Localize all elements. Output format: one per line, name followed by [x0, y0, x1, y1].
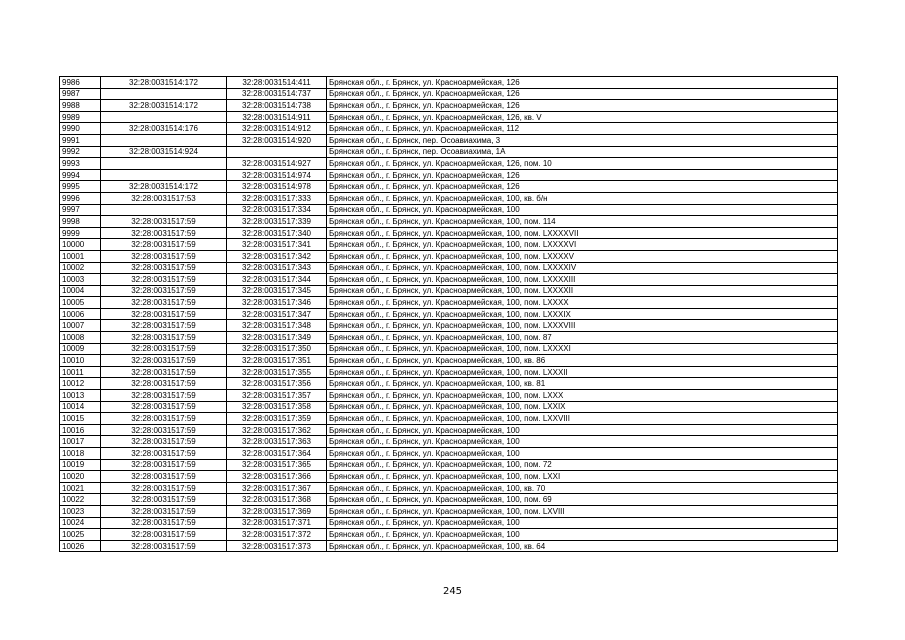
row-number-cell: 10012 — [60, 378, 101, 390]
land-cadastral-number-cell: 32:28:0031517:59 — [101, 227, 227, 239]
object-cadastral-number-cell: 32:28:0031517:359 — [227, 413, 327, 425]
address-cell: Брянская обл., г. Брянск, ул. Красноармейская, 100, пом. LXXXVIII — [327, 320, 838, 332]
row-number-cell: 9992 — [60, 146, 101, 158]
land-cadastral-number-cell: 32:28:0031517:59 — [101, 308, 227, 320]
object-cadastral-number-cell: 32:28:0031517:367 — [227, 482, 327, 494]
land-cadastral-number-cell: 32:28:0031517:59 — [101, 262, 227, 274]
address-cell: Брянская обл., г. Брянск, ул. Красноармейская, 100, кв. 64 — [327, 540, 838, 552]
row-number-cell: 10011 — [60, 366, 101, 378]
table-row — [60, 216, 838, 228]
table-row — [60, 343, 838, 355]
land-cadastral-number-cell: 32:28:0031514:176 — [101, 123, 227, 135]
row-number-cell: 10001 — [60, 250, 101, 262]
land-cadastral-number-cell: 32:28:0031517:59 — [101, 401, 227, 413]
address-cell: Брянская обл., г. Брянск, ул. Красноармейская, 100, пом. 72 — [327, 459, 838, 471]
object-cadastral-number-cell: 32:28:0031517:368 — [227, 494, 327, 506]
row-number-cell: 9989 — [60, 111, 101, 123]
address-cell: Брянская обл., г. Брянск, ул. Красноармейская, 100, пом. LXXX — [327, 390, 838, 402]
address-cell: Брянская обл., г. Брянск, ул. Красноармейская, 100, пом. LXXIX — [327, 401, 838, 413]
address-cell: Брянская обл., г. Брянск, ул. Красноармейская, 100, кв. б/н — [327, 192, 838, 204]
table-row — [60, 494, 838, 506]
object-cadastral-number-cell: 32:28:0031517:372 — [227, 529, 327, 541]
address-cell: Брянская обл., г. Брянск, ул. Красноармейская, 100, кв. 86 — [327, 355, 838, 367]
row-number-cell: 9993 — [60, 158, 101, 170]
address-cell: Брянская обл., г. Брянск, ул. Красноармейская, 100, кв. 81 — [327, 378, 838, 390]
table-row — [60, 332, 838, 344]
table-row — [60, 378, 838, 390]
row-number-cell: 10006 — [60, 308, 101, 320]
row-number-cell: 10026 — [60, 540, 101, 552]
object-cadastral-number-cell: 32:28:0031517:343 — [227, 262, 327, 274]
object-cadastral-number-cell: 32:28:0031514:920 — [227, 134, 327, 146]
land-cadastral-number-cell: 32:28:0031517:59 — [101, 285, 227, 297]
object-cadastral-number-cell: 32:28:0031517:345 — [227, 285, 327, 297]
object-cadastral-number-cell: 32:28:0031514:411 — [227, 77, 327, 89]
object-cadastral-number-cell: 32:28:0031517:358 — [227, 401, 327, 413]
object-cadastral-number-cell: 32:28:0031514:978 — [227, 181, 327, 193]
registry-table-body — [60, 77, 838, 552]
table-row — [60, 146, 838, 158]
row-number-cell: 10024 — [60, 517, 101, 529]
row-number-cell: 10014 — [60, 401, 101, 413]
object-cadastral-number-cell: 32:28:0031514:912 — [227, 123, 327, 135]
land-cadastral-number-cell: 32:28:0031517:59 — [101, 424, 227, 436]
table-row — [60, 100, 838, 112]
table-row — [60, 459, 838, 471]
land-cadastral-number-cell: 32:28:0031517:59 — [101, 448, 227, 460]
row-number-cell: 10013 — [60, 390, 101, 402]
object-cadastral-number-cell: 32:28:0031517:347 — [227, 308, 327, 320]
table-row — [60, 181, 838, 193]
object-cadastral-number-cell: 32:28:0031517:334 — [227, 204, 327, 216]
object-cadastral-number-cell: 32:28:0031517:348 — [227, 320, 327, 332]
land-cadastral-number-cell: 32:28:0031517:53 — [101, 192, 227, 204]
land-cadastral-number-cell: 32:28:0031517:59 — [101, 390, 227, 402]
table-row — [60, 239, 838, 251]
object-cadastral-number-cell: 32:28:0031514:974 — [227, 169, 327, 181]
land-cadastral-number-cell: 32:28:0031517:59 — [101, 366, 227, 378]
land-cadastral-number-cell: 32:28:0031517:59 — [101, 529, 227, 541]
row-number-cell: 10000 — [60, 239, 101, 251]
address-cell: Брянская обл., г. Брянск, ул. Красноармейская, 100, пом. LXXXXI — [327, 343, 838, 355]
address-cell: Брянская обл., г. Брянск, ул. Красноармейская, 100 — [327, 529, 838, 541]
land-cadastral-number-cell — [101, 111, 227, 123]
row-number-cell: 10018 — [60, 448, 101, 460]
address-cell: Брянская обл., г. Брянск, ул. Красноармейская, 126 — [327, 88, 838, 100]
table-row — [60, 424, 838, 436]
row-number-cell: 9995 — [60, 181, 101, 193]
row-number-cell: 10008 — [60, 332, 101, 344]
address-cell: Брянская обл., г. Брянск, ул. Красноармейская, 100, пом. LXXXXII — [327, 285, 838, 297]
address-cell: Брянская обл., г. Брянск, ул. Красноармейская, 126, кв. V — [327, 111, 838, 123]
address-cell: Брянская обл., г. Брянск, ул. Красноармейская, 100, пом. LXXXXV — [327, 250, 838, 262]
row-number-cell: 10017 — [60, 436, 101, 448]
row-number-cell: 10015 — [60, 413, 101, 425]
address-cell: Брянская обл., г. Брянск, ул. Красноармейская, 112 — [327, 123, 838, 135]
land-cadastral-number-cell: 32:28:0031517:59 — [101, 297, 227, 309]
land-cadastral-number-cell — [101, 88, 227, 100]
object-cadastral-number-cell: 32:28:0031517:341 — [227, 239, 327, 251]
table-row — [60, 482, 838, 494]
address-cell: Брянская обл., г. Брянск, ул. Красноармейская, 100, пом. LXXVIII — [327, 413, 838, 425]
table-row — [60, 517, 838, 529]
object-cadastral-number-cell: 32:28:0031517:339 — [227, 216, 327, 228]
table-row — [60, 471, 838, 483]
row-number-cell: 9987 — [60, 88, 101, 100]
land-cadastral-number-cell: 32:28:0031517:59 — [101, 494, 227, 506]
object-cadastral-number-cell: 32:28:0031517:362 — [227, 424, 327, 436]
land-cadastral-number-cell: 32:28:0031517:59 — [101, 332, 227, 344]
address-cell: Брянская обл., г. Брянск, ул. Красноармейская, 126 — [327, 181, 838, 193]
table-row — [60, 111, 838, 123]
address-cell: Брянская обл., г. Брянск, ул. Красноармейская, 100, пом. 87 — [327, 332, 838, 344]
land-cadastral-number-cell — [101, 169, 227, 181]
table-row — [60, 540, 838, 552]
row-number-cell: 10020 — [60, 471, 101, 483]
object-cadastral-number-cell: 32:28:0031517:365 — [227, 459, 327, 471]
row-number-cell: 9988 — [60, 100, 101, 112]
row-number-cell: 10004 — [60, 285, 101, 297]
table-row — [60, 413, 838, 425]
address-cell: Брянская обл., г. Брянск, ул. Красноармейская, 100 — [327, 204, 838, 216]
land-cadastral-number-cell: 32:28:0031517:59 — [101, 378, 227, 390]
address-cell: Брянская обл., г. Брянск, ул. Красноармейская, 100 — [327, 448, 838, 460]
land-cadastral-number-cell: 32:28:0031517:59 — [101, 540, 227, 552]
table-row — [60, 448, 838, 460]
row-number-cell: 10005 — [60, 297, 101, 309]
land-cadastral-number-cell: 32:28:0031517:59 — [101, 471, 227, 483]
land-cadastral-number-cell: 32:28:0031517:59 — [101, 239, 227, 251]
object-cadastral-number-cell: 32:28:0031517:364 — [227, 448, 327, 460]
object-cadastral-number-cell: 32:28:0031514:927 — [227, 158, 327, 170]
table-row — [60, 192, 838, 204]
object-cadastral-number-cell: 32:28:0031517:350 — [227, 343, 327, 355]
row-number-cell: 9998 — [60, 216, 101, 228]
table-row — [60, 88, 838, 100]
address-cell: Брянская обл., г. Брянск, ул. Красноармейская, 100, пом. 69 — [327, 494, 838, 506]
land-cadastral-number-cell: 32:28:0031517:59 — [101, 436, 227, 448]
table-row — [60, 123, 838, 135]
object-cadastral-number-cell: 32:28:0031514:738 — [227, 100, 327, 112]
registry-table — [59, 76, 838, 552]
table-row — [60, 355, 838, 367]
object-cadastral-number-cell: 32:28:0031517:356 — [227, 378, 327, 390]
table-row — [60, 297, 838, 309]
row-number-cell: 9994 — [60, 169, 101, 181]
land-cadastral-number-cell: 32:28:0031517:59 — [101, 482, 227, 494]
land-cadastral-number-cell: 32:28:0031514:924 — [101, 146, 227, 158]
land-cadastral-number-cell: 32:28:0031517:59 — [101, 413, 227, 425]
object-cadastral-number-cell: 32:28:0031517:363 — [227, 436, 327, 448]
address-cell: Брянская обл., г. Брянск, ул. Красноармейская, 126 — [327, 100, 838, 112]
row-number-cell: 9996 — [60, 192, 101, 204]
address-cell: Брянская обл., г. Брянск, ул. Красноармейская, 100, пом. 114 — [327, 216, 838, 228]
address-cell: Брянская обл., г. Брянск, ул. Красноармейская, 126 — [327, 77, 838, 89]
row-number-cell: 10003 — [60, 274, 101, 286]
table-row — [60, 436, 838, 448]
address-cell: Брянская обл., г. Брянск, ул. Красноармейская, 100, пом. LXXXIX — [327, 308, 838, 320]
address-cell: Брянская обл., г. Брянск, ул. Красноармейская, 100 — [327, 436, 838, 448]
address-cell: Брянская обл., г. Брянск, ул. Красноармейская, 100, пом. LXXXII — [327, 366, 838, 378]
land-cadastral-number-cell: 32:28:0031517:59 — [101, 355, 227, 367]
row-number-cell: 10010 — [60, 355, 101, 367]
land-cadastral-number-cell: 32:28:0031514:172 — [101, 100, 227, 112]
object-cadastral-number-cell: 32:28:0031517:344 — [227, 274, 327, 286]
table-row — [60, 134, 838, 146]
row-number-cell: 10025 — [60, 529, 101, 541]
address-cell: Брянская обл., г. Брянск, ул. Красноармейская, 100, кв. 70 — [327, 482, 838, 494]
land-cadastral-number-cell: 32:28:0031517:59 — [101, 320, 227, 332]
object-cadastral-number-cell: 32:28:0031514:911 — [227, 111, 327, 123]
address-cell: Брянская обл., г. Брянск, пер. Осоавиахима, 1А — [327, 146, 838, 158]
table-row — [60, 262, 838, 274]
object-cadastral-number-cell: 32:28:0031517:342 — [227, 250, 327, 262]
address-cell: Брянская обл., г. Брянск, ул. Красноармейская, 126, пом. 10 — [327, 158, 838, 170]
table-row — [60, 77, 838, 89]
object-cadastral-number-cell: 32:28:0031517:340 — [227, 227, 327, 239]
object-cadastral-number-cell: 32:28:0031517:349 — [227, 332, 327, 344]
land-cadastral-number-cell: 32:28:0031517:59 — [101, 216, 227, 228]
table-row — [60, 366, 838, 378]
table-row — [60, 285, 838, 297]
row-number-cell: 10022 — [60, 494, 101, 506]
row-number-cell: 10007 — [60, 320, 101, 332]
table-row — [60, 250, 838, 262]
object-cadastral-number-cell: 32:28:0031517:346 — [227, 297, 327, 309]
row-number-cell: 10019 — [60, 459, 101, 471]
land-cadastral-number-cell — [101, 158, 227, 170]
row-number-cell: 10009 — [60, 343, 101, 355]
land-cadastral-number-cell: 32:28:0031517:59 — [101, 505, 227, 517]
table-row — [60, 308, 838, 320]
row-number-cell: 10021 — [60, 482, 101, 494]
table-row — [60, 204, 838, 216]
row-number-cell: 9991 — [60, 134, 101, 146]
address-cell: Брянская обл., г. Брянск, ул. Красноармейская, 100, пом. LXXXX — [327, 297, 838, 309]
object-cadastral-number-cell: 32:28:0031517:333 — [227, 192, 327, 204]
object-cadastral-number-cell: 32:28:0031517:357 — [227, 390, 327, 402]
address-cell: Брянская обл., г. Брянск, ул. Красноармейская, 100, пом. LXVIII — [327, 505, 838, 517]
address-cell: Брянская обл., г. Брянск, ул. Красноармейская, 100 — [327, 424, 838, 436]
address-cell: Брянская обл., г. Брянск, ул. Красноармейская, 126 — [327, 169, 838, 181]
row-number-cell: 10016 — [60, 424, 101, 436]
table-row — [60, 390, 838, 402]
land-cadastral-number-cell — [101, 204, 227, 216]
address-cell: Брянская обл., г. Брянск, ул. Красноармейская, 100, пом. LXXXXIV — [327, 262, 838, 274]
object-cadastral-number-cell: 32:28:0031517:373 — [227, 540, 327, 552]
land-cadastral-number-cell: 32:28:0031514:172 — [101, 77, 227, 89]
address-cell: Брянская обл., г. Брянск, ул. Красноармейская, 100 — [327, 517, 838, 529]
page-number: 245 — [442, 586, 463, 597]
table-row — [60, 169, 838, 181]
address-cell: Брянская обл., г. Брянск, ул. Красноармейская, 100, пом. LXXXXIII — [327, 274, 838, 286]
address-cell: Брянская обл., г. Брянск, ул. Красноармейская, 100, пом. LXXXXVI — [327, 239, 838, 251]
row-number-cell: 10023 — [60, 505, 101, 517]
table-row — [60, 529, 838, 541]
object-cadastral-number-cell: 32:28:0031517:351 — [227, 355, 327, 367]
object-cadastral-number-cell: 32:28:0031514:737 — [227, 88, 327, 100]
table-row — [60, 320, 838, 332]
address-cell: Брянская обл., г. Брянск, ул. Красноармейская, 100, пом. LXXI — [327, 471, 838, 483]
land-cadastral-number-cell: 32:28:0031517:59 — [101, 274, 227, 286]
address-cell: Брянская обл., г. Брянск, пер. Осоавиахима, 3 — [327, 134, 838, 146]
table-row — [60, 401, 838, 413]
object-cadastral-number-cell: 32:28:0031517:369 — [227, 505, 327, 517]
land-cadastral-number-cell: 32:28:0031517:59 — [101, 517, 227, 529]
address-cell: Брянская обл., г. Брянск, ул. Красноармейская, 100, пом. LXXXXVII — [327, 227, 838, 239]
object-cadastral-number-cell: 32:28:0031517:366 — [227, 471, 327, 483]
object-cadastral-number-cell: 32:28:0031517:371 — [227, 517, 327, 529]
land-cadastral-number-cell: 32:28:0031517:59 — [101, 343, 227, 355]
table-row — [60, 274, 838, 286]
land-cadastral-number-cell: 32:28:0031517:59 — [101, 250, 227, 262]
row-number-cell: 10002 — [60, 262, 101, 274]
table-row — [60, 505, 838, 517]
land-cadastral-number-cell — [101, 134, 227, 146]
land-cadastral-number-cell: 32:28:0031514:172 — [101, 181, 227, 193]
row-number-cell: 9986 — [60, 77, 101, 89]
row-number-cell: 9997 — [60, 204, 101, 216]
object-cadastral-number-cell: 32:28:0031517:355 — [227, 366, 327, 378]
table-row — [60, 227, 838, 239]
object-cadastral-number-cell — [227, 146, 327, 158]
land-cadastral-number-cell: 32:28:0031517:59 — [101, 459, 227, 471]
table-row — [60, 158, 838, 170]
row-number-cell: 9990 — [60, 123, 101, 135]
row-number-cell: 9999 — [60, 227, 101, 239]
